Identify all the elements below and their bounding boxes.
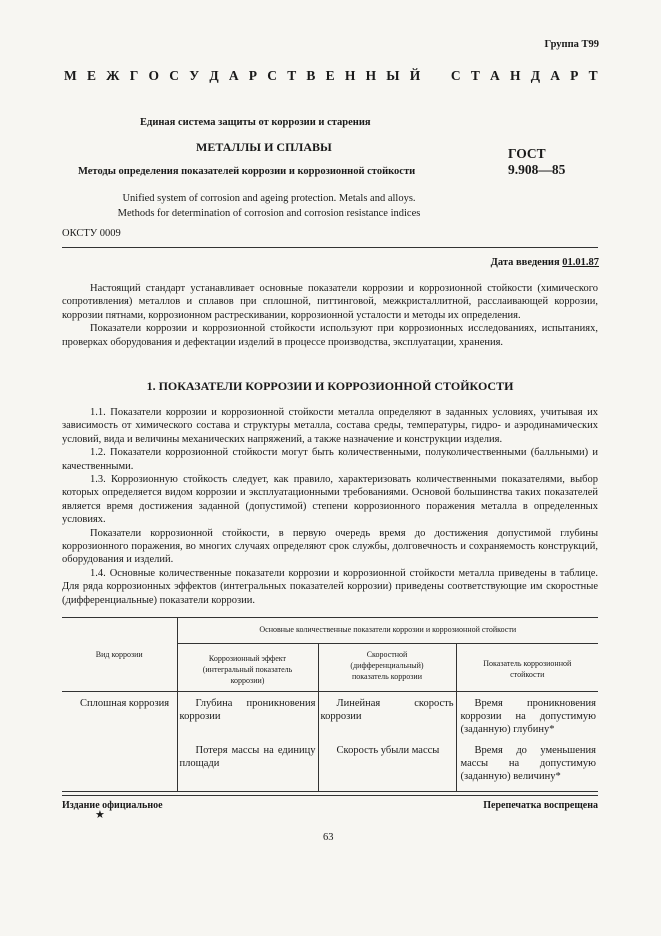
table-row xyxy=(62,740,598,792)
table-cell-integral: Потеря массы на единицу площади xyxy=(177,740,318,792)
table-cell-type: Сплошная коррозия xyxy=(80,698,170,709)
table-cell-integral: Глубина проникновения коррозии xyxy=(177,692,318,741)
section-paragraph: Показатели коррозионной стойкости, в первую очередь время до достижения допустимой глубины коррозионного поражения, во многих случаях определяют срок службы, долговечность и сохраняемость конструкций, оборудования и изделий. xyxy=(62,527,598,566)
banner-letter: Н xyxy=(510,68,521,83)
section-paragraph: 1.4. Основные количественные показатели коррозии и коррозионной стойкости металла приведены в таблице. Для ряда коррозионных эффектов (интегральных показателей коррозии) приведены соответствующие им скоростные (дифференциальные) показатели коррозии. xyxy=(62,567,598,606)
section-paragraph: 1.2. Показатели коррозионной стойкости могут быть количественными, полуколичественными (балльными) и качественными. xyxy=(62,447,598,472)
standard-methods-title: Методы определения показателей коррозии и коррозионной стойкости xyxy=(78,166,416,177)
banner-letter: У xyxy=(189,68,200,83)
english-title xyxy=(104,191,434,221)
table-cell-resistance: Время проникновения коррозии на допустимую (заданную) глубину* xyxy=(456,692,598,741)
banner-letter: Е xyxy=(325,68,335,83)
banner-letter: Е xyxy=(86,68,96,83)
group-label: Группа Т99 xyxy=(544,39,599,50)
banner-letter: Н xyxy=(365,68,377,83)
banner-letter: С xyxy=(169,68,179,83)
banner-letter: Ж xyxy=(106,68,120,83)
banner-letter: М xyxy=(64,68,77,83)
banner-letter: Ы xyxy=(386,68,400,83)
table-cell-rate: Скорость убыли массы xyxy=(318,740,456,792)
table-cell-resistance: Время до уменьшения массы на допустимую (заданную) величину* xyxy=(456,740,598,792)
table-cell-rate: Линейная скорость коррозии xyxy=(318,692,456,741)
interstate-standard-banner xyxy=(64,68,598,84)
okstu-code: ОКСТУ 0009 xyxy=(62,228,121,239)
col-header-resistance: Показатель коррозионной стойкости xyxy=(456,644,598,692)
gost-label: ГОСТ xyxy=(508,146,546,161)
banner-letter: С xyxy=(267,68,277,83)
intro-text xyxy=(62,282,598,349)
effective-date-label: Дата введения xyxy=(490,257,560,268)
banner-letter: Р xyxy=(570,68,579,83)
effective-date-value: 01.01.87 xyxy=(562,257,599,268)
header-divider xyxy=(62,247,598,248)
footer-divider xyxy=(62,795,598,796)
banner-letter: Д xyxy=(209,68,219,83)
banner-letter: Т xyxy=(470,68,480,83)
banner-letter: О xyxy=(148,68,160,83)
intro-paragraph: Настоящий стандарт устанавливает основные показатели коррозии и коррозионной стойкости (химического сопротивления) металлов и сплавов при сплошной, питтинговой, межкристаллитной, расслаивающей коррозии, коррозии пятнами, коррозионном растрескивании, коррозионной усталости и методы их определения. xyxy=(62,283,598,321)
banner-letter: Й xyxy=(409,68,421,83)
gost-number xyxy=(508,146,565,178)
banner-letter: Н xyxy=(344,68,356,83)
standard-subject-title: МЕТАЛЛЫ И СПЛАВЫ xyxy=(196,140,332,154)
section-paragraph: 1.1. Показатели коррозии и коррозионной стойкости металла определяют в заданных условиях, учитывая их зависимость от химического состава и структуры металла, состава среды, температуры, гидро- и аэродинамических условий, вида и величины механических напряжений, а также назначение и конструкции изделия. xyxy=(62,407,598,445)
section-paragraph: 1.3. Коррозионную стойкость следует, как правило, характеризовать количественными показателями, выбор которых определяется видом коррозии и эксплуатационными требованиями. Основой большинства таких показателей является время достижения заданной (допустимой) степени коррозионного поражения металла в определенных условиях. xyxy=(62,474,598,526)
banner-letter: Д xyxy=(530,68,541,83)
effective-date xyxy=(491,257,599,268)
page-number: 63 xyxy=(323,832,334,843)
banner-letter: А xyxy=(550,68,560,83)
intro-paragraph: Показатели коррозии и коррозионной стойкости используют при коррозионных исследованиях, испытаниях, проверках оборудования и дефектации изделий в процессе производства, эксплуатации, хранения. xyxy=(62,323,598,348)
table-cell-type-empty xyxy=(62,740,177,792)
banner-letter: Г xyxy=(129,68,139,83)
banner-letter: С xyxy=(450,68,461,83)
banner-letter: Р xyxy=(248,68,258,83)
banner-letter: А xyxy=(228,68,239,83)
col-header-rate: Скоростной (дифференциальный) показатель коррозии xyxy=(318,644,456,692)
banner-letter: Т xyxy=(588,68,598,83)
reprint-prohibited-label: Перепечатка воспрещена xyxy=(483,800,598,811)
official-edition-label: Издание официальное xyxy=(62,800,163,811)
col-header-type: Вид коррозии xyxy=(62,618,177,692)
banner-letter: А xyxy=(490,68,500,83)
english-title-line-2: Methods for determination of corrosion and corrosion resistance indices xyxy=(117,208,421,219)
english-title-line-1: Unified system of corrosion and ageing protection. Metals and alloys. xyxy=(122,193,416,204)
standard-system-title: Единая система защиты от коррозии и старения xyxy=(140,117,371,128)
table-row xyxy=(62,692,598,741)
gost-code: 9.908—85 xyxy=(508,162,566,177)
section-1-text xyxy=(62,406,598,607)
col-group-header: Основные количественные показатели коррозии и коррозионной стойкости xyxy=(177,618,598,644)
banner-letter: Т xyxy=(287,68,297,83)
banner-letter: В xyxy=(306,68,316,83)
col-header-integral: Коррозионный эффект (интегральный показатель коррозии) xyxy=(177,644,318,692)
star-icon: ★ xyxy=(95,809,105,821)
section-1-title: 1. ПОКАЗАТЕЛИ КОРРОЗИИ И КОРРОЗИОННОЙ СТОЙКОСТИ xyxy=(146,379,514,393)
corrosion-indices-table xyxy=(62,617,598,792)
